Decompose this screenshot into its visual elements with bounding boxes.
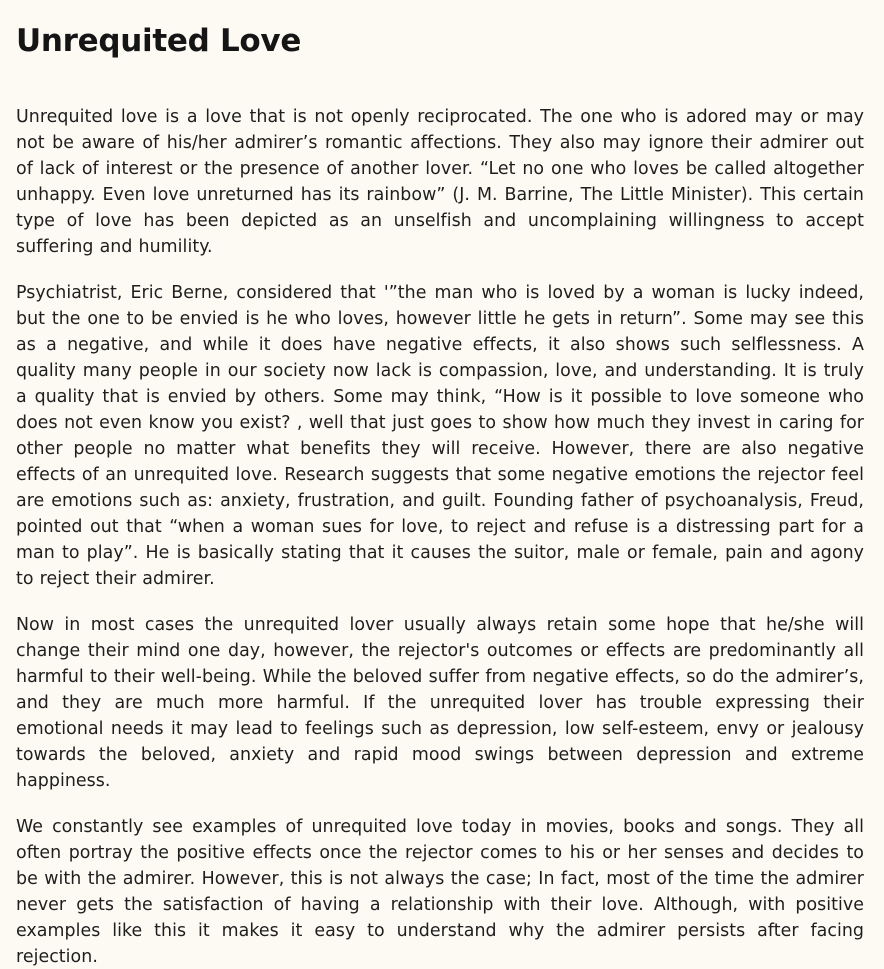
article-paragraph-4: We constantly see examples of unrequited love today in movies, books and songs. They all often portray the positive effects once the rejector comes to his or her senses and decides to be with the admirer. However, this is not always the case; In fact, most of the time the admirer never gets the satisfaction of having a relationship with their love. Although, with positive examples like this it makes it easy to understand why the admirer persists after facing rejection. — [16, 817, 864, 967]
article-paragraph-2: Psychiatrist, Eric Berne, considered that '”the man who is loved by a woman is lucky indeed, but the one to be envied is he who loves, however little he gets in return”. Some may see this as a negative, and while it does have negative effects, it also shows such selflessness. A quality many people in our society now lack is compassion, love, and understanding. It is truly a quality that is envied by others. Some may think, “How is it possible to love someone who does not even know you exist? , well that just goes to show how much they invest in caring for other people no matter what benefits they will receive. However, there are also negative effects of an unrequited love. Research suggests that some negative emotions the rejector feel are emotions such as: anxiety, frustration, and guilt. Founding father of psychoanalysis, Freud, pointed out that “when a woman sues for love, to reject and refuse is a distressing part for a man to play”. He is basically stating that it causes the suitor, male or female, pain and agony to reject their admirer. — [16, 283, 864, 589]
article-paragraph-3: Now in most cases the unrequited lover usually always retain some hope that he/she will change their mind one day, however, the rejector's outcomes or effects are predominantly all harmful to their well-being. While the beloved suffer from negative effects, so do the admirer’s, and they are much more harmful. If the unrequited lover has trouble expressing their emotional needs it may lead to feelings such as depression, low self-esteem, envy or jealousy towards the beloved, anxiety and rapid mood swings between depression and extreme happiness. — [16, 615, 864, 791]
article-title: Unrequited Love — [16, 23, 302, 59]
article-paragraph-1: Unrequited love is a love that is not openly reciprocated. The one who is adored may or may not be aware of his/her admirer’s romantic affections. They also may ignore their admirer out of lack of interest or the presence of another lover. “Let no one who loves be called altogether unhappy. Even love unreturned has its rainbow” (J. M. Barrine, The Little Minister). This certain type of love has been depicted as an unselfish and uncomplaining willingness to accept suffering and humility. — [16, 107, 864, 257]
